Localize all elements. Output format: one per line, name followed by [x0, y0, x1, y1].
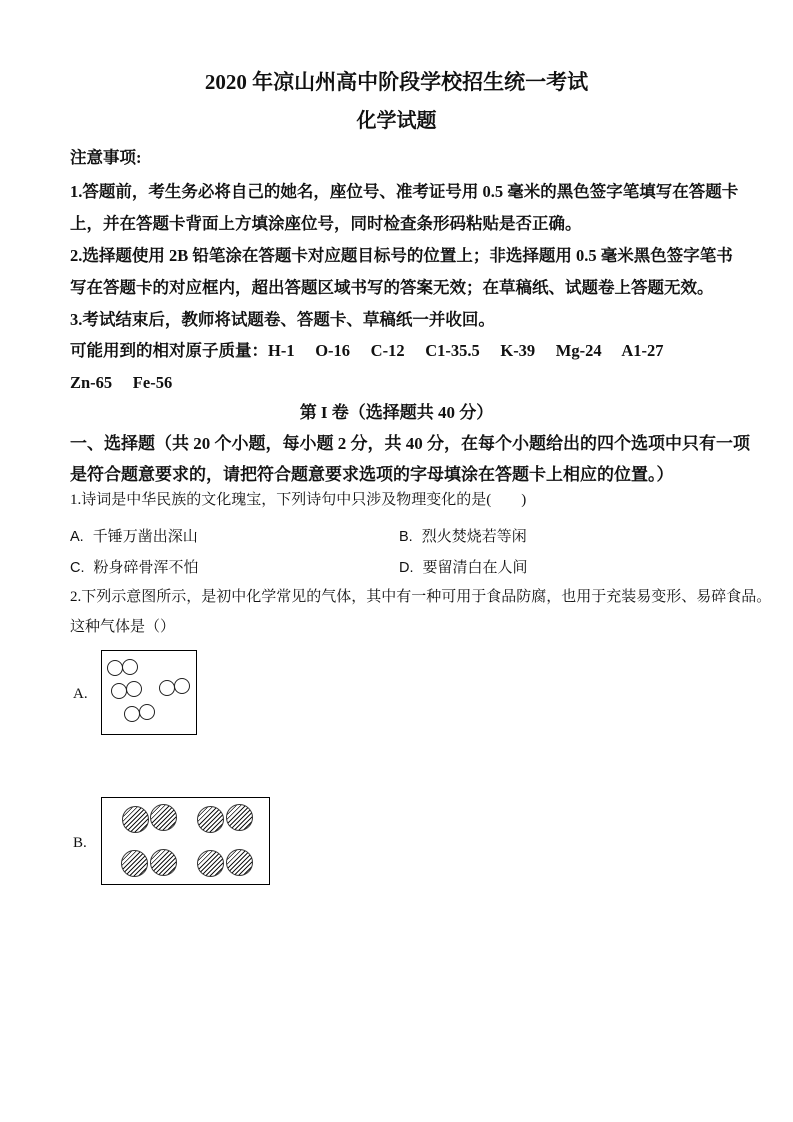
- atom-circle: [126, 681, 142, 697]
- question-1-option-a: [70, 527, 198, 547]
- option-d-letter: D.: [399, 560, 414, 576]
- diagram-b-label: B.: [73, 835, 87, 851]
- option-a-letter: A.: [70, 529, 84, 545]
- option-d-text: 要留清白在人间: [422, 560, 528, 576]
- section-1-heading: 第 I 卷（选择题共 40 分）: [299, 403, 494, 422]
- exam-subtitle: 化学试题: [356, 110, 437, 132]
- notice-line-3: 2.选择题使用 2B 铅笔涂在答题卡对应题目标号的位置上；非选择题用 0.5 毫米黑色签字笔书: [70, 246, 733, 265]
- atom-circle: [107, 660, 123, 676]
- notice-line-1: 1.答题前，考生务必将自己的她名，座位号、准考证号用 0.5 毫米的黑色签字笔填写在答题卡: [70, 182, 739, 201]
- exam-title: 2020 年凉山州高中阶段学校招生统一考试: [204, 70, 589, 94]
- atom-circle: [197, 806, 224, 833]
- question-1-option-c: [70, 558, 199, 578]
- option-b-letter: B.: [399, 529, 413, 545]
- atom-circle: [174, 678, 190, 694]
- atom-circle: [121, 850, 148, 877]
- section-1-intro-line-2: 是符合题意要求的，请把符合题意要求选项的字母填涂在答题卡上相应的位置。）: [70, 465, 674, 484]
- atom-circle: [150, 804, 177, 831]
- atom-circle: [111, 683, 127, 699]
- option-a-text: 千锤万凿出深山: [92, 529, 198, 545]
- atomic-mass-line-2: Zn-65 Fe-56: [70, 373, 173, 392]
- notice-line-4: 写在答题卡的对应框内，超出答题区域书写的答案无效；在草稿纸、试题卷上答题无效。: [70, 278, 714, 297]
- notice-heading: 注意事项:: [70, 148, 142, 167]
- question-2-stem-line-1: 2.下列示意图所示，是初中化学常见的气体，其中有一种可用于食品防腐，也用于充装易变形、易碎食品。: [70, 589, 772, 605]
- diagram-a-molecule-box: [101, 650, 197, 735]
- atom-circle: [124, 706, 140, 722]
- notice-line-2: 上，并在答题卡背面上方填涂座位号，同时检查条形码粘贴是否正确。: [70, 214, 582, 233]
- question-2-stem-line-2: 这种气体是（）: [70, 619, 176, 635]
- diagram-b-molecule-box: [101, 797, 270, 885]
- section-1-intro-line-1: 一、选择题（共 20 个小题，每小题 2 分，共 40 分，在每个小题给出的四个选项中只有一项: [70, 434, 750, 453]
- atom-circle: [122, 659, 138, 675]
- option-c-letter: C.: [70, 560, 85, 576]
- question-1-stem: 1.诗词是中华民族的文化瑰宝，下列诗句中只涉及物理变化的是( ): [70, 492, 527, 508]
- option-b-text: 烈火焚烧若等闲: [421, 529, 527, 545]
- atom-circle: [197, 850, 224, 877]
- diagram-a-label: A.: [73, 686, 88, 702]
- atom-circle: [122, 806, 149, 833]
- atom-circle: [226, 849, 253, 876]
- atomic-mass-line-1: 可能用到的相对原子质量：H-1 O-16 C-12 C1-35.5 K-39 Mg-24 A1-27: [70, 341, 664, 360]
- atom-circle: [159, 680, 175, 696]
- atom-circle: [226, 804, 253, 831]
- atom-circle: [150, 849, 177, 876]
- question-1-option-b: [399, 527, 527, 547]
- option-c-text: 粉身碎骨浑不怕: [93, 560, 199, 576]
- atom-circle: [139, 704, 155, 720]
- question-1-option-d: [399, 558, 528, 578]
- notice-line-5: 3.考试结束后，教师将试题卷、答题卡、草稿纸一并收回。: [70, 310, 495, 329]
